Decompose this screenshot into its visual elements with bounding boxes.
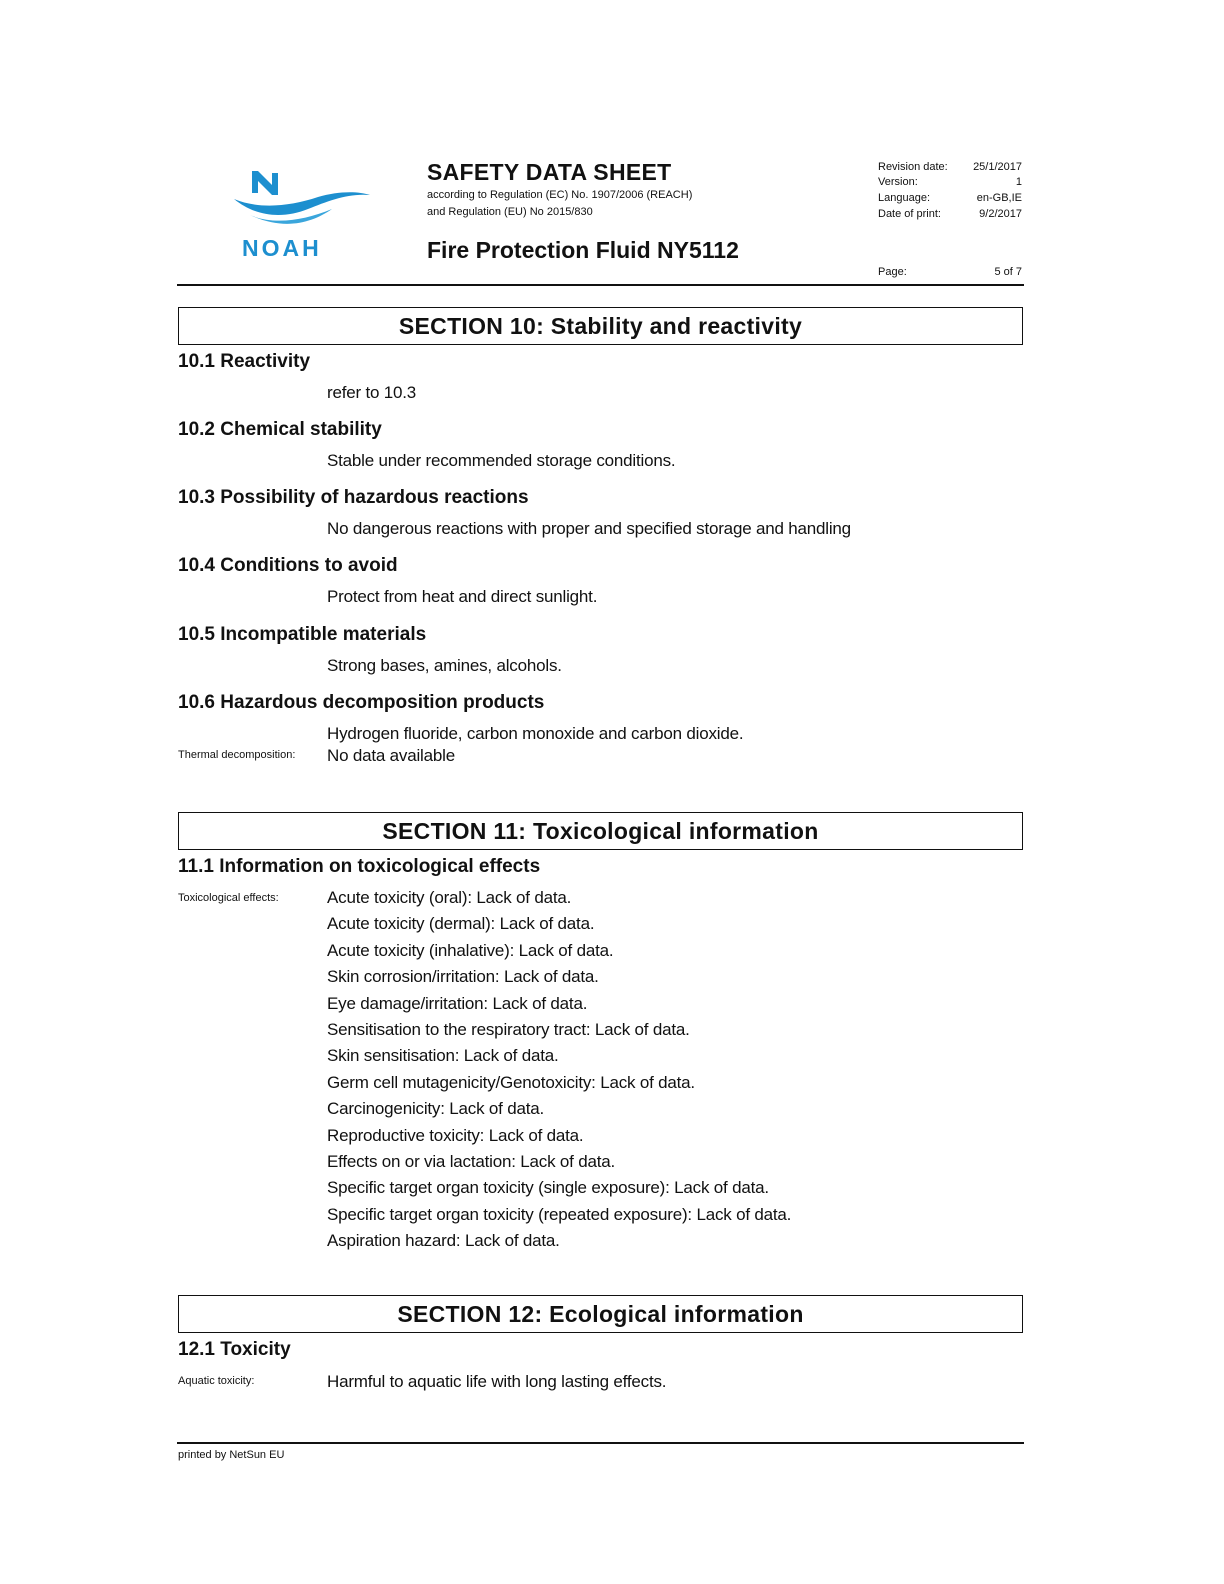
heading-10-6: 10.6 Hazardous decomposition products: [178, 692, 545, 713]
language-label: Language:: [878, 192, 930, 204]
version-value: 1: [1015, 176, 1022, 188]
section-12-title: SECTION 12: Ecological information: [178, 1295, 1023, 1333]
company-logo: [228, 163, 378, 263]
text-10-6: Hydrogen fluoride, carbon monoxide and carbon dioxide.: [327, 724, 744, 743]
regulation-line-2: and Regulation (EU) No 2015/830: [427, 206, 593, 218]
print-date-label: Date of print:: [878, 208, 941, 220]
text-10-5: Strong bases, amines, alcohols.: [327, 656, 562, 675]
page-label: Page:: [878, 266, 907, 278]
list-item: Acute toxicity (dermal): Lack of data.: [327, 914, 595, 934]
list-item: Effects on or via lactation: Lack of data.: [327, 1151, 616, 1171]
list-item: Reproductive toxicity: Lack of data.: [327, 1125, 584, 1145]
text-10-2: Stable under recommended storage conditions.: [327, 451, 676, 470]
version-label: Version:: [878, 176, 918, 188]
toxicological-effects-list: [327, 885, 791, 1254]
product-name: Fire Protection Fluid NY5112: [427, 237, 739, 263]
heading-10-3: 10.3 Possibility of hazardous reactions: [178, 487, 529, 508]
header-divider: [177, 284, 1024, 286]
list-item: Specific target organ toxicity (single exposure): Lack of data.: [327, 1178, 769, 1198]
list-item: Eye damage/irritation: Lack of data.: [327, 993, 588, 1013]
heading-12-1: 12.1 Toxicity: [178, 1339, 291, 1360]
revision-date-label: Revision date:: [878, 161, 948, 173]
list-item: Sensitisation to the respiratory tract: Lack of data.: [327, 1019, 690, 1039]
aquatic-toxicity-label: Aquatic toxicity:: [178, 1375, 255, 1387]
list-item: Aspiration hazard: Lack of data.: [327, 1231, 560, 1251]
revision-date-value: 25/1/2017: [973, 161, 1022, 173]
print-date-value: 9/2/2017: [979, 208, 1022, 220]
list-item: Skin corrosion/irritation: Lack of data.: [327, 967, 599, 987]
page-number: 5 of 7: [994, 266, 1022, 278]
heading-11-1: 11.1 Information on toxicological effects: [178, 856, 541, 877]
document-title: SAFETY DATA SHEET: [427, 159, 672, 185]
aquatic-toxicity-value: Harmful to aquatic life with long lasting effects.: [327, 1372, 667, 1391]
regulation-line-1: according to Regulation (EC) No. 1907/2006 (REACH): [427, 189, 693, 201]
heading-10-4: 10.4 Conditions to avoid: [178, 555, 398, 576]
heading-10-5: 10.5 Incompatible materials: [178, 624, 427, 645]
heading-10-2: 10.2 Chemical stability: [178, 419, 382, 440]
list-item: Specific target organ toxicity (repeated exposure): Lack of data.: [327, 1204, 792, 1224]
list-item: Acute toxicity (inhalative): Lack of data.: [327, 940, 614, 960]
footer-divider: [177, 1442, 1024, 1444]
toxicological-effects-label: Toxicological effects:: [178, 892, 279, 904]
list-item: Skin sensitisation: Lack of data.: [327, 1046, 559, 1066]
footer-printed-by: printed by NetSun EU: [178, 1449, 285, 1461]
section-10-title: SECTION 10: Stability and reactivity: [178, 307, 1023, 345]
list-item: Carcinogenicity: Lack of data.: [327, 1099, 545, 1119]
text-10-3: No dangerous reactions with proper and specified storage and handling: [327, 519, 851, 538]
section-11-title: SECTION 11: Toxicological information: [178, 812, 1023, 850]
heading-10-1: 10.1 Reactivity: [178, 351, 311, 372]
wave-logo-icon: [228, 163, 378, 238]
list-item: Germ cell mutagenicity/Genotoxicity: Lack of data.: [327, 1072, 695, 1092]
list-item: Acute toxicity (oral): Lack of data.: [327, 888, 572, 907]
logo-wordmark: NOAH: [242, 235, 322, 261]
text-10-4: Protect from heat and direct sunlight.: [327, 587, 598, 606]
thermal-decomposition-value: No data available: [327, 746, 455, 765]
language-value: en-GB,IE: [976, 192, 1022, 204]
thermal-decomposition-label: Thermal decomposition:: [178, 749, 296, 761]
text-10-1: refer to 10.3: [327, 383, 417, 402]
